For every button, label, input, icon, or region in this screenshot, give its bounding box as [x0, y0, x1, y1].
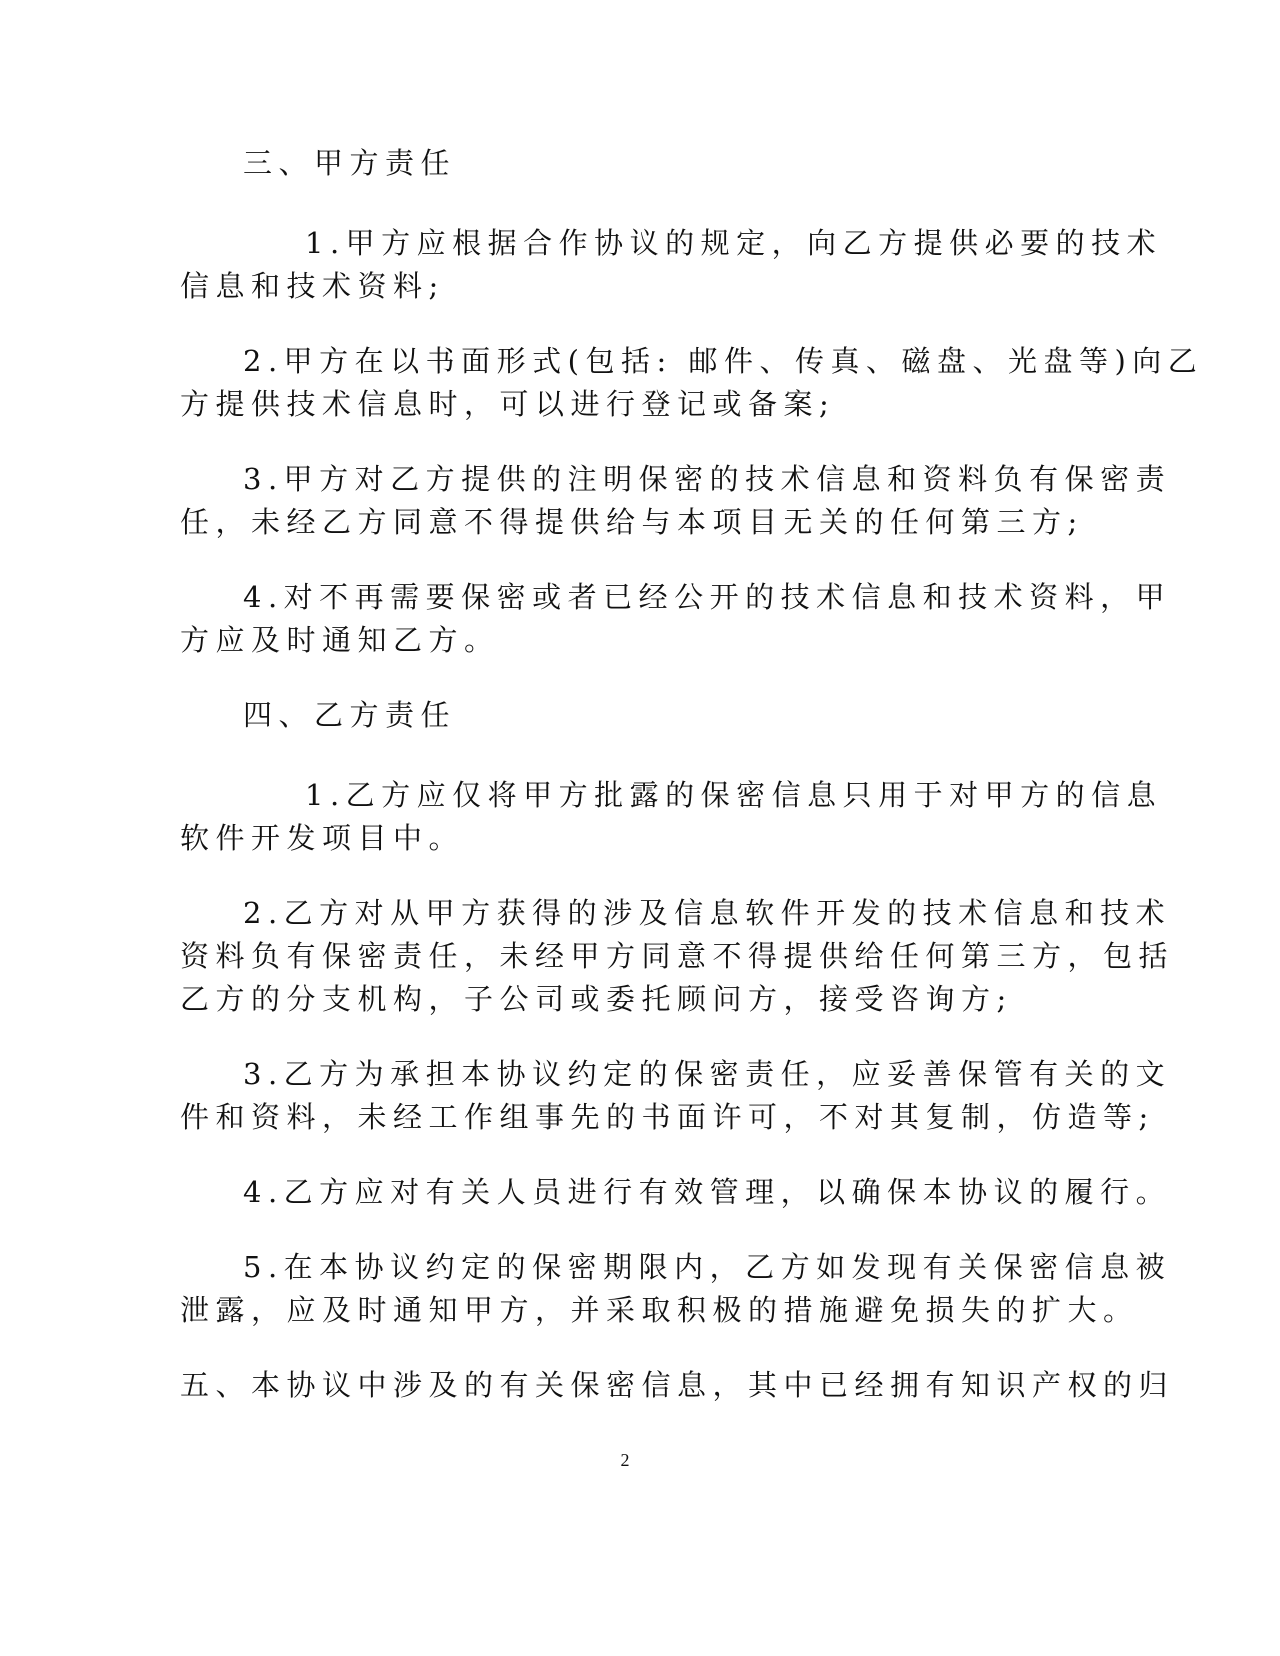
- text-line: 方提供技术信息时，可以进行登记或备案;: [180, 387, 836, 421]
- text-line: 件和资料，未经工作组事先的书面许可，不对其复制，仿造等;: [180, 1100, 1155, 1134]
- text-line: 方应及时通知乙方。: [180, 623, 500, 657]
- text-line: 泄露，应及时通知甲方，并采取积极的措施避免损失的扩大。: [180, 1293, 1139, 1327]
- text-line: 1.乙方应仅将甲方批露的保密信息只用于对甲方的信息: [305, 778, 1163, 812]
- text-line: 信息和技术资料;: [180, 269, 445, 303]
- text-line: 五、本协议中涉及的有关保密信息，其中已经拥有知识产权的归: [180, 1368, 1175, 1402]
- text-line: 三、甲方责任: [243, 146, 457, 180]
- text-line: 1.甲方应根据合作协议的规定，向乙方提供必要的技术: [305, 226, 1163, 260]
- text-line: 乙方的分支机构，子公司或委托顾问方，接受咨询方;: [180, 982, 1013, 1016]
- text-line: 资料负有保密责任，未经甲方同意不得提供给任何第三方，包括: [180, 939, 1175, 973]
- text-line: 2.乙方对从甲方获得的涉及信息软件开发的技术信息和技术: [243, 896, 1172, 930]
- text-line: 4.对不再需要保密或者已经公开的技术信息和技术资料，甲: [243, 580, 1172, 614]
- text-line: 4.乙方应对有关人员进行有效管理，以确保本协议的履行。: [243, 1175, 1172, 1209]
- text-line: 5.在本协议约定的保密期限内，乙方如发现有关保密信息被: [243, 1250, 1172, 1284]
- text-line: 软件开发项目中。: [180, 821, 465, 855]
- text-line: 任，未经乙方同意不得提供给与本项目无关的任何第三方;: [180, 505, 1084, 539]
- text-line: 3.乙方为承担本协议约定的保密责任，应妥善保管有关的文: [243, 1057, 1172, 1091]
- text-line: 3.甲方对乙方提供的注明保密的技术信息和资料负有保密责: [243, 462, 1172, 496]
- text-line: 四、乙方责任: [243, 698, 457, 732]
- text-line: 2.甲方在以书面形式(包括: 邮件、传真、磁盘、光盘等)向乙: [243, 344, 1204, 378]
- page-number: 2: [620, 1450, 630, 1470]
